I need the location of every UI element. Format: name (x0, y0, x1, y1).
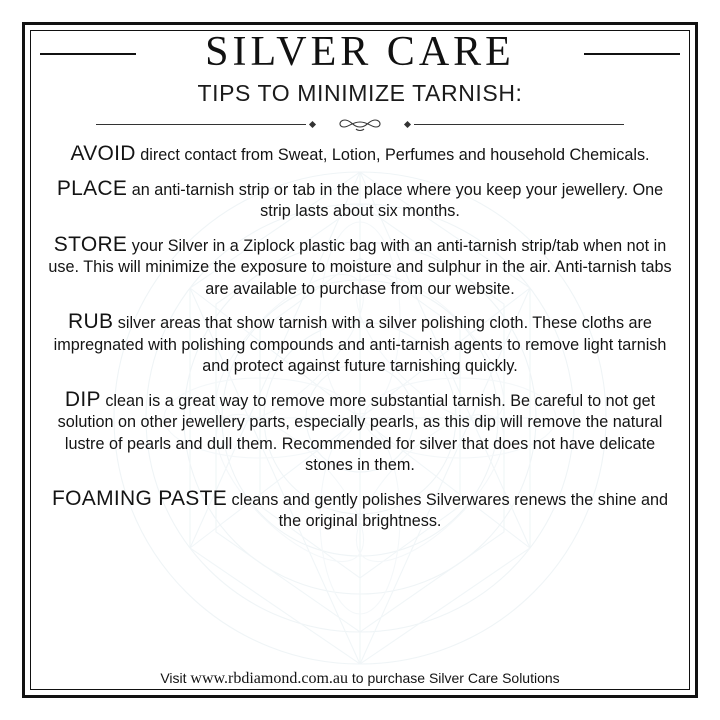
tip-dip (40, 389, 680, 477)
tip-avoid-text: direct contact from Sweat, Lotion, Perfumes and household Chemicals. (135, 146, 650, 164)
divider-diamond-left (309, 120, 316, 127)
ornamental-divider (34, 115, 686, 133)
divider-diamond-right (404, 120, 411, 127)
tip-place (40, 178, 680, 223)
tip-dip-text: clean is a great way to remove more substantial tarnish. Be careful to not get solution on other jewellery parts, especially pearls, as this dip will remove the natural lustre of pearls and dull them. Recommended for silver that does not have delicate stones in them. (57, 391, 663, 474)
website-link[interactable]: www.rbdiamond.com.au (190, 670, 348, 687)
page-title: SILVER CARE (205, 29, 515, 75)
tip-rub-text: silver areas that show tarnish with a silver polishing cloth. These cloths are impregnated with polishing compounds and anti-tarnish agents to remove light tarnish and protect against future tarnishing quickly. (53, 314, 667, 375)
tip-avoid-lead: AVOID (70, 142, 136, 165)
tip-place-text: an anti-tarnish strip or tab in the place where you keep your jewellery. One strip lasts about six months. (127, 180, 664, 220)
title-row (34, 28, 686, 76)
flourish-icon (325, 116, 395, 132)
page-subtitle: TIPS TO MINIMIZE TARNISH: (197, 80, 523, 106)
tip-avoid (40, 143, 680, 167)
card-content (34, 26, 686, 694)
tip-rub (40, 311, 680, 378)
tip-store (40, 234, 680, 301)
tip-store-lead: STORE (53, 232, 128, 256)
tip-store-text: your Silver in a Ziplock plastic bag with an anti-tarnish strip/tab when not in use. This will minimize the exposure to moisture and sulphur in the air. Anti-tarnish tabs are available to purchase from our website. (48, 236, 672, 298)
tip-foaming-paste-lead: FOAMING PASTE (52, 486, 228, 510)
title-rule-right (584, 53, 680, 55)
tip-rub-lead: RUB (68, 310, 114, 333)
tip-place-lead: PLACE (56, 176, 128, 200)
tip-dip-lead: DIP (64, 387, 101, 411)
tip-foaming-paste-text: cleans and gently polishes Silverwares renews the shine and the original brightness. (227, 490, 668, 530)
footer (34, 670, 686, 688)
divider-bar-left (96, 124, 306, 125)
footer-prefix: Visit (160, 670, 191, 686)
divider-bar-right (414, 124, 624, 125)
title-rule-left (40, 53, 136, 55)
tip-foaming-paste (40, 488, 680, 533)
footer-suffix: to purchase Silver Care Solutions (348, 670, 560, 686)
